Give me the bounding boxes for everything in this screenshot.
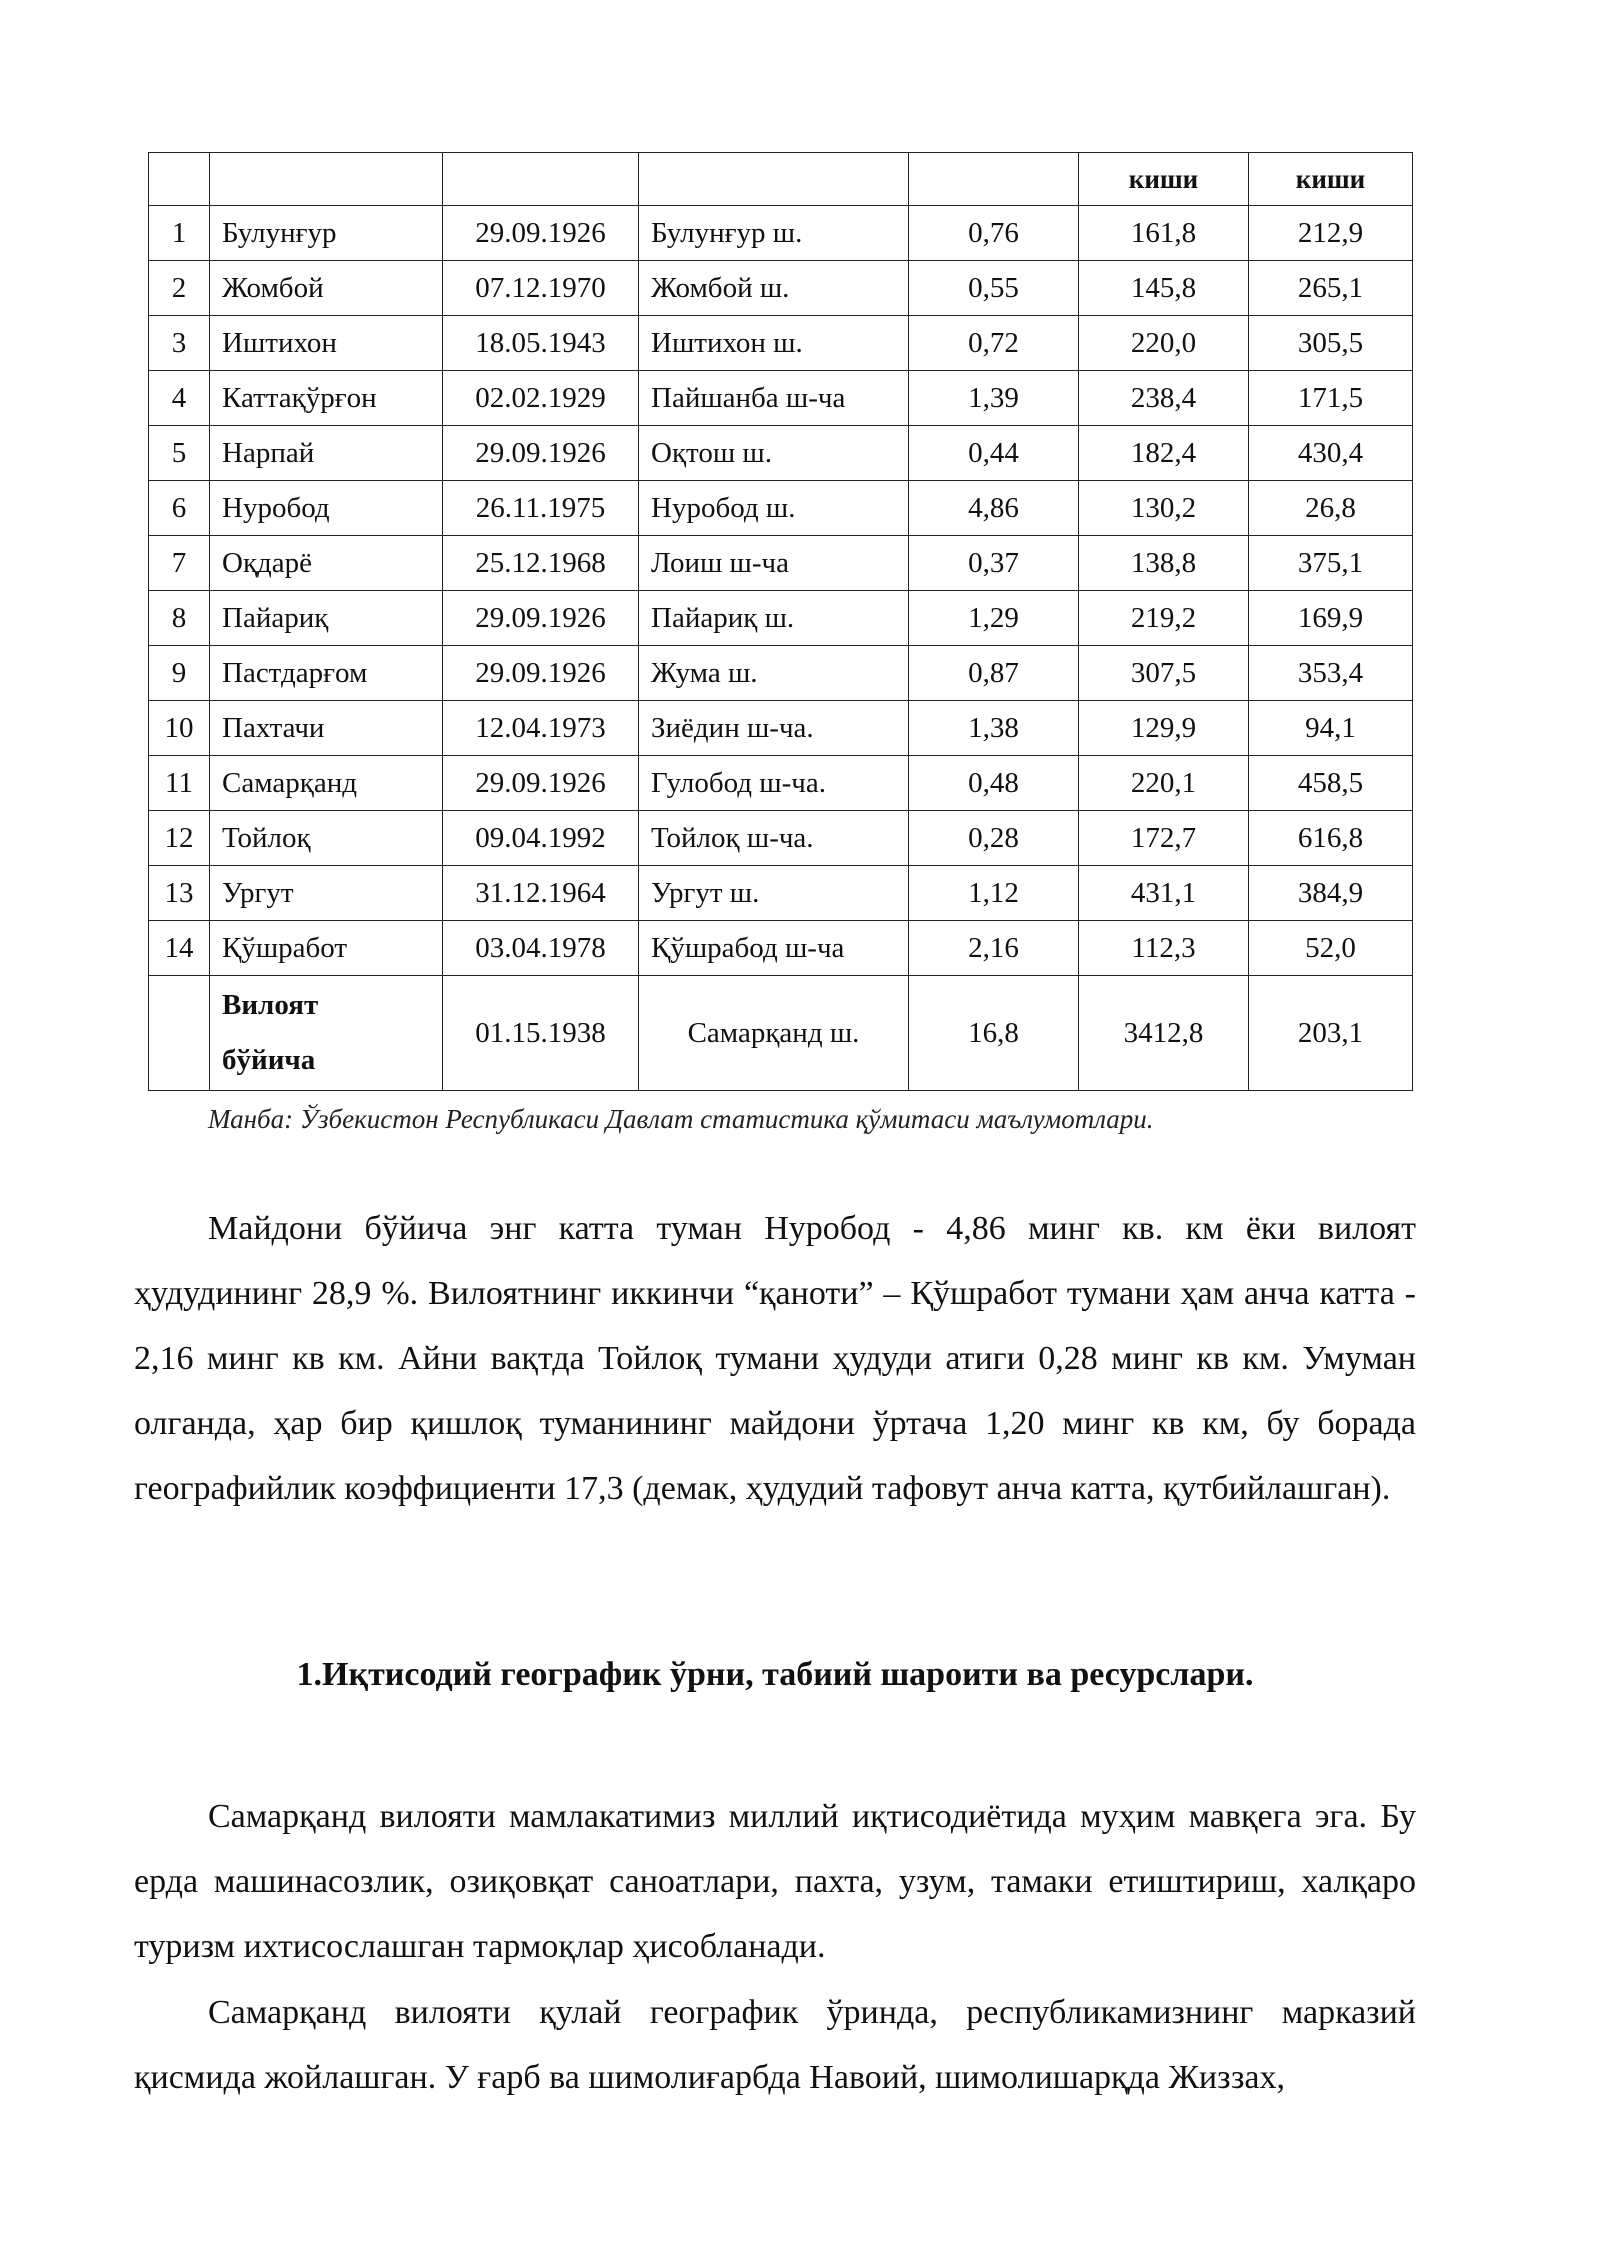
table-row [149, 921, 1413, 976]
table-cell: 0,72 [909, 316, 1079, 371]
table-cell: 2 [149, 261, 210, 316]
table-cell: 10 [149, 701, 210, 756]
table-cell: Ургут ш. [639, 866, 909, 921]
table-cell: Иштихон [210, 316, 443, 371]
table-cell: 1,29 [909, 591, 1079, 646]
table-cell: 138,8 [1079, 536, 1249, 591]
table-cell: 0,55 [909, 261, 1079, 316]
table-cell: 26.11.1975 [443, 481, 639, 536]
table-cell: 12 [149, 811, 210, 866]
table-cell: 14 [149, 921, 210, 976]
table-row [149, 756, 1413, 811]
table-cell: 112,3 [1079, 921, 1249, 976]
table-row [149, 536, 1413, 591]
table-cell: 0,28 [909, 811, 1079, 866]
table-cell: 6 [149, 481, 210, 536]
table-cell: 430,4 [1249, 426, 1413, 481]
table-cell: 2,16 [909, 921, 1079, 976]
table-cell: 52,0 [1249, 921, 1413, 976]
table-cell: 13 [149, 866, 210, 921]
table-cell: 238,4 [1079, 371, 1249, 426]
table-row [149, 701, 1413, 756]
table-cell: 220,0 [1079, 316, 1249, 371]
table-cell: 29.09.1926 [443, 206, 639, 261]
table-cell: 0,37 [909, 536, 1079, 591]
table-cell: Тойлоқ [210, 811, 443, 866]
table-cell: 02.02.1929 [443, 371, 639, 426]
table-cell: Ургут [210, 866, 443, 921]
districts-table [148, 152, 1413, 1091]
table-cell: 18.05.1943 [443, 316, 639, 371]
table-cell: 458,5 [1249, 756, 1413, 811]
table-cell: Гулобод ш-ча. [639, 756, 909, 811]
header-cell [443, 153, 639, 206]
table-cell: 182,4 [1079, 426, 1249, 481]
total-name-cell [210, 976, 443, 1091]
table-total-row [149, 976, 1413, 1091]
table-cell: 129,9 [1079, 701, 1249, 756]
table-cell: 161,8 [1079, 206, 1249, 261]
table-source-note: Манба: Ўзбекистон Республикаси Давлат статистика қўмитаси маълумотлари. [208, 1104, 1154, 1134]
table-cell: 31.12.1964 [443, 866, 639, 921]
table-cell: Жума ш. [639, 646, 909, 701]
table-cell: Пайариқ [210, 591, 443, 646]
body-paragraph: Майдони бўйича энг катта туман Нуробод - 4,86 минг кв. км ёки вилоят ҳудудининг 28,9 %. Вилоятнинг иккинчи “қаноти” – Қўшработ тумани ҳам анча катта - 2,16 минг кв км. Айни вақтда Тойлоқ тумани ҳудуди атиги 0,28 минг кв км. Умуман олганда, ҳар бир қишлоқ туманининг майдони ўртача 1,20 минг кв км, бу борада географийлик коэффициенти 17,3 (демак, ҳудудий тафовут анча катта, қутбийлашган). [134, 1210, 1416, 1507]
table-row [149, 261, 1413, 316]
table-cell: 11 [149, 756, 210, 811]
table-row [149, 646, 1413, 701]
table-cell: 353,4 [1249, 646, 1413, 701]
table-cell: 172,7 [1079, 811, 1249, 866]
table-cell: 1,38 [909, 701, 1079, 756]
table-cell: 384,9 [1249, 866, 1413, 921]
table-cell: 5 [149, 426, 210, 481]
table-cell: Оқдарё [210, 536, 443, 591]
table-row [149, 481, 1413, 536]
table-cell: 1 [149, 206, 210, 261]
table-cell: Пастдарғом [210, 646, 443, 701]
table-row [149, 591, 1413, 646]
table-cell: Нарпай [210, 426, 443, 481]
section-heading: 1.Иқтисодий географик ўрни, табиий шароити ва ресурслари. [296, 1656, 1254, 1693]
table-cell: 265,1 [1249, 261, 1413, 316]
table-cell: 0,44 [909, 426, 1079, 481]
table-cell: 616,8 [1249, 811, 1413, 866]
header-cell [909, 153, 1079, 206]
table-cell: 03.04.1978 [443, 921, 639, 976]
table-row [149, 206, 1413, 261]
table-cell: 219,2 [1079, 591, 1249, 646]
table-cell: 4 [149, 371, 210, 426]
total-area-cell: 16,8 [909, 976, 1079, 1091]
table-cell: 1,12 [909, 866, 1079, 921]
table-cell: 145,8 [1079, 261, 1249, 316]
table-cell: 0,76 [909, 206, 1079, 261]
table-cell: Лоиш ш-ча [639, 536, 909, 591]
table-cell: 12.04.1973 [443, 701, 639, 756]
table-cell: 26,8 [1249, 481, 1413, 536]
table-cell: 9 [149, 646, 210, 701]
table-cell: 305,5 [1249, 316, 1413, 371]
table-cell: 7 [149, 536, 210, 591]
table-cell: Зиёдин ш-ча. [639, 701, 909, 756]
table-cell: Пайшанба ш-ча [639, 371, 909, 426]
table-cell: 375,1 [1249, 536, 1413, 591]
total-index-cell [149, 976, 210, 1091]
table-row [149, 371, 1413, 426]
table-cell: Самарқанд [210, 756, 443, 811]
header-cell [149, 153, 210, 206]
table-cell: Қўшрабод ш-ча [639, 921, 909, 976]
table-cell: Нуробод [210, 481, 443, 536]
table-cell: 130,2 [1079, 481, 1249, 536]
table-cell: Қўшработ [210, 921, 443, 976]
total-name-line2: бўйича [222, 1044, 316, 1077]
table-cell: 220,1 [1079, 756, 1249, 811]
table-header-row [149, 153, 1413, 206]
table-cell: Жомбой [210, 261, 443, 316]
total-name-line1: Вилоят [222, 989, 319, 1021]
table-cell: 1,39 [909, 371, 1079, 426]
header-cell [210, 153, 443, 206]
table-cell: Булунғур [210, 206, 443, 261]
total-date-cell: 01.15.1938 [443, 976, 639, 1091]
table-cell: Пахтачи [210, 701, 443, 756]
body-paragraph: Самарқанд вилояти қулай географик ўринда, республикамизнинг марказий қисмида жойлашган. У ғарб ва шимолиғарбда Навоий, шимолишарқда Жиззах, [134, 1994, 1416, 2096]
table-cell: 09.04.1992 [443, 811, 639, 866]
body-paragraph: Самарқанд вилояти мамлакатимиз миллий иқтисодиётида муҳим мавқега эга. Бу ерда машинасозлик, озиқовқат саноатлари, пахта, узум, тамаки етиштириш, халқаро туризм ихтисослашган тармоқлар ҳисобланади. [134, 1798, 1416, 1965]
table-cell: 29.09.1926 [443, 426, 639, 481]
header-cell [639, 153, 909, 206]
total-population-cell: 3412,8 [1079, 976, 1249, 1091]
table-cell: Нуробод ш. [639, 481, 909, 536]
table-cell: 29.09.1926 [443, 646, 639, 701]
table-row [149, 316, 1413, 371]
table-cell: 169,9 [1249, 591, 1413, 646]
table-cell: 25.12.1968 [443, 536, 639, 591]
table-cell: Булунғур ш. [639, 206, 909, 261]
table-cell: Жомбой ш. [639, 261, 909, 316]
total-center-cell: Самарқанд ш. [639, 976, 909, 1091]
table-cell: 29.09.1926 [443, 756, 639, 811]
table-cell: Пайариқ ш. [639, 591, 909, 646]
table-cell: 171,5 [1249, 371, 1413, 426]
table-cell: 3 [149, 316, 210, 371]
table-cell: Иштихон ш. [639, 316, 909, 371]
table-cell: 29.09.1926 [443, 591, 639, 646]
table-cell: 431,1 [1079, 866, 1249, 921]
total-density-cell: 203,1 [1249, 976, 1413, 1091]
table-cell: 94,1 [1249, 701, 1413, 756]
table-cell: 212,9 [1249, 206, 1413, 261]
table-cell: 4,86 [909, 481, 1079, 536]
table-cell: 07.12.1970 [443, 261, 639, 316]
table-cell: 307,5 [1079, 646, 1249, 701]
header-cell: киши [1079, 153, 1249, 206]
header-cell: киши [1249, 153, 1413, 206]
table-cell: Оқтош ш. [639, 426, 909, 481]
table-row [149, 426, 1413, 481]
table-cell: 8 [149, 591, 210, 646]
table-cell: 0,48 [909, 756, 1079, 811]
table-row [149, 866, 1413, 921]
table-row [149, 811, 1413, 866]
table-body [149, 153, 1413, 1091]
table-cell: Каттақўрғон [210, 371, 443, 426]
table-cell: Тойлоқ ш-ча. [639, 811, 909, 866]
table-cell: 0,87 [909, 646, 1079, 701]
